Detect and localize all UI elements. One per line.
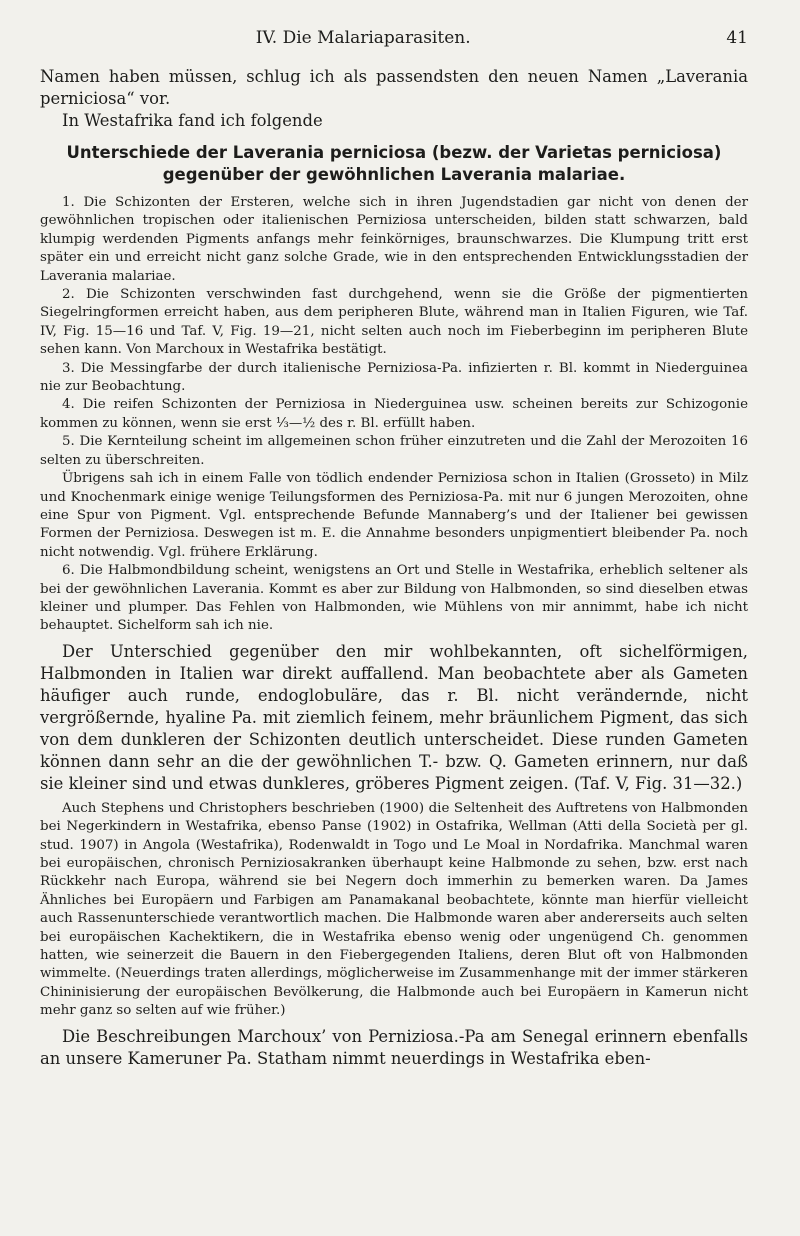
large-paragraph: Der Unterschied gegenüber den mir wohlbekannten, oft sichelförmigen, Halbmonden in Italien war direkt auffallend. Man beobachtete aber als Gameten häufiger auch runde, endoglobuläre, das r. Bl. nicht verändernde, nicht vergrößernde, hyaline Pa. mit ziemlich feinem, mehr bräunlichem Pigment, das sich von dem dunkleren der Schizonten deutlich unterscheidet. Diese runden Gameten können dann sehr an die der gewöhnlichen T.- bzw. Q. Gameten erinnern, nur daß sie kleiner sind und etwas dunkleres, gröberes Pigment zeigen. (Taf. V, Fig. 31—32.) bbox=[40, 641, 748, 793]
final-paragraph: Die Beschreibungen Marchoux’ von Perniziosa.-Pa am Senegal erinnern ebenfalls an unsere Kameruner Pa. Statham nimmt neuerdings in Westafrika eben- bbox=[40, 1026, 748, 1068]
point-2: 2. Die Schizonten verschwinden fast durchgehend, wenn sie die Größe der pigmentierten Siegelringformen erreicht haben, aus dem peripheren Blute, während man in Italien Figuren, wie Taf. IV, Fig. 15—16 und Taf. V, Fig. 19—21, nicht selten auch noch im Fieberbeginn im peripheren Blute sehen kann. Von Marchoux in Westafrika bestätigt. bbox=[40, 287, 748, 358]
small-paragraph: Auch Stephens und Christophers beschrieben (1900) die Seltenheit des Auftretens von Halbmonden bei Negerkindern in Westafrika, ebenso Panse (1902) in Ostafrika, Wellman (Atti della Società per gl. stud. 1907) in Angola (Westafrika), Rodenwaldt in Togo und Le Moal in Nordafrika. Manchmal waren bei europäischen, chronisch Perniziosakranken überhaupt keine Halbmonde zu sehen, bzw. erst nach Rückkehr nach Europa, während sie bei Negern doch immerhin zu bemerken waren. Da James Ähnliches bei Europäern und Farbigen am Panamakanal beobachtete, könnte man hierfür vielleicht auch Rassenunterschiede verantwortlich machen. Die Halbmonde waren aber andererseits auch selten bei europäischen Kachektikern, die in Westafrika ebenso wenig oder ungenügend Ch. genommen hatten, wie seinerzeit die Bauern in den Fiebergegenden Italiens, deren Blut oft von Halbmonden wimmelte. (Neuerdings traten allerdings, möglicherweise im Zusammenhange mit der immer stärkeren Chininisierung der europäischen Bevölkerung, die Halbmonde auch bei Europäern in Kamerun nicht mehr ganz so selten auf wie früher.) bbox=[40, 800, 748, 1019]
section-heading bbox=[40, 142, 748, 186]
point-3: 3. Die Messingfarbe der durch italienische Perniziosa-Pa. infizierten r. Bl. kommt in Niederguinea nie zur Beobachtung. bbox=[40, 360, 748, 395]
page-number: 41 bbox=[726, 28, 748, 48]
point-6: 6. Die Halbmondbildung scheint, wenigstens an Ort und Stelle in Westafrika, erheblich seltener als bei der gewöhnlichen Laverania. Kommt es aber zur Bildung von Halbmonden, so sind dieselben etwas kleiner und plumper. Das Fehlen von Halbmonden, wie Mühlens von mir annimmt, habe ich nicht behauptet. Sichelform sah ich nie. bbox=[40, 563, 748, 634]
running-header bbox=[40, 28, 748, 48]
intro-line-2: In Westafrika fand ich folgende bbox=[62, 111, 323, 130]
chapter-title: IV. Die Malariaparasiten. bbox=[255, 28, 471, 48]
intro-line-1: Namen haben müssen, schlug ich als passendsten den neuen Namen „Laverania perniciosa“ vor. bbox=[40, 67, 748, 108]
heading-line-2: gegenüber der gewöhnlichen Laverania malariae. bbox=[162, 165, 626, 184]
point-1: 1. Die Schizonten der Ersteren, welche sich in ihren Jugendstadien gar nicht von denen der gewöhnlichen tropischen oder italienischen Perniziosa unterscheiden, bilden statt schwarzen, bald klumpig werdenden Pigments anfangs mehr feinkörniges, braunschwarzes. Die Klumpung tritt erst später ein und erreicht nicht ganz solche Grade, wie in den entsprechenden Entwicklungsstadien der Laverania malariae. bbox=[40, 195, 748, 284]
point-4: 4. Die reifen Schizonten der Perniziosa in Niederguinea usw. scheinen bereits zur Schizogonie kommen zu können, wenn sie erst ⅓—½ des r. Bl. erfüllt haben. bbox=[40, 397, 748, 431]
heading-line-1: Unterschiede der Laverania perniciosa (bezw. der Varietas perniciosa) bbox=[66, 143, 722, 162]
point-5: 5. Die Kernteilung scheint im allgemeinen schon früher einzutreten und die Zahl der Merozoiten 16 selten zu überschreiten. bbox=[40, 434, 748, 468]
note-paragraph: Übrigens sah ich in einem Falle von tödlich endender Perniziosa schon in Italien (Grosseto) in Milz und Knochenmark einige wenige Teilungsformen des Perniziosa-Pa. mit nur 6 jungen Merozoiten, ohne eine Spur von Pigment. Vgl. entsprechende Befunde Mannaberg’s und der Italiener bei gewissen Formen der Perniziosa. Deswegen ist m. E. die Annahme besonders unpigmentiert bleibender Pa. noch nicht notwendig. Vgl. frühere Erklärung. bbox=[40, 471, 748, 560]
